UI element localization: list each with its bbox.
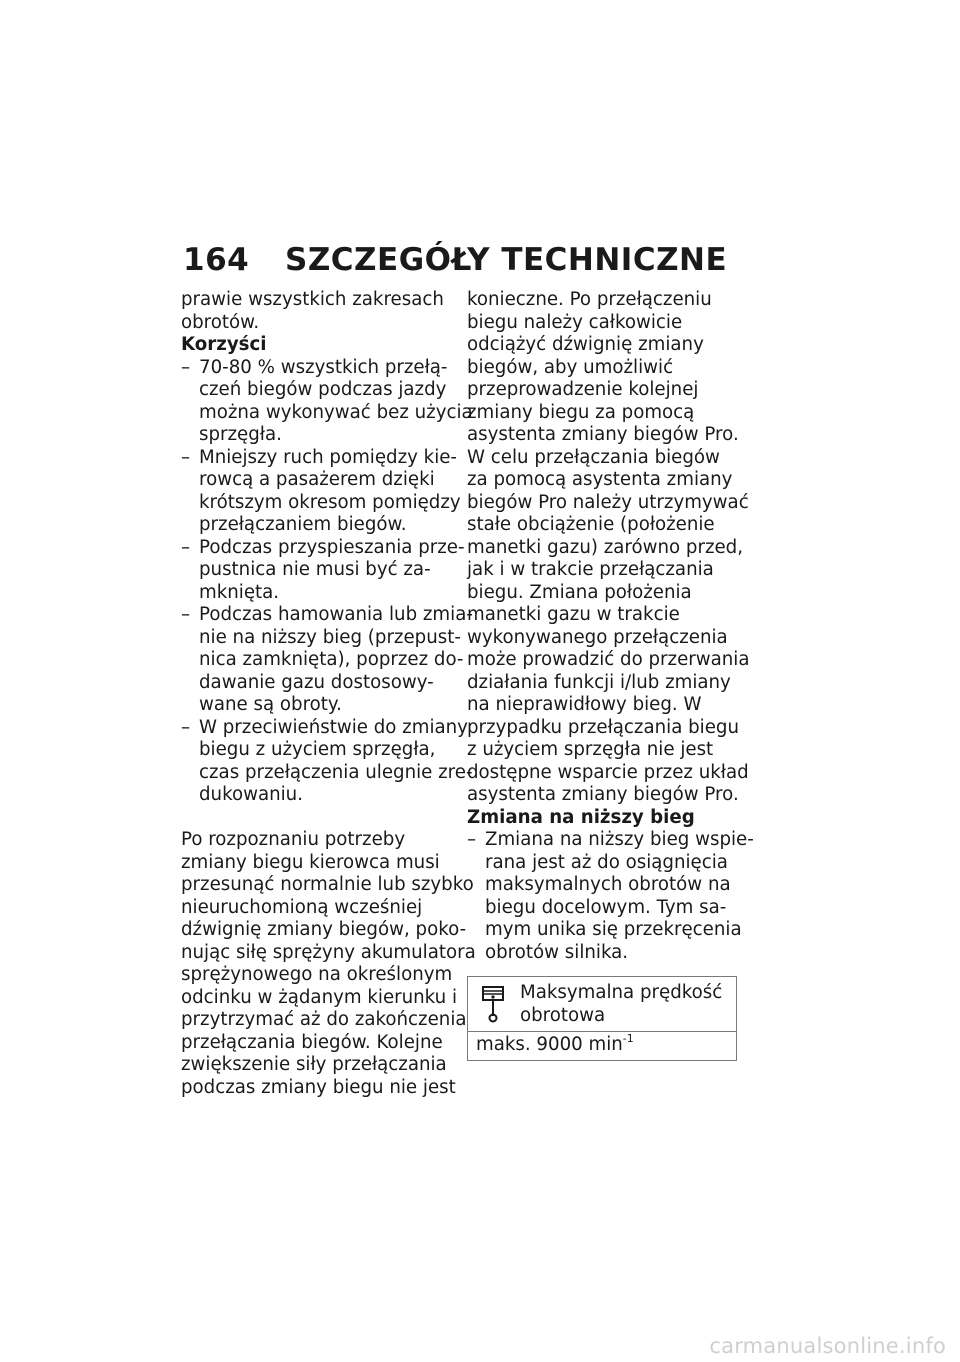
- list-item: – 70-80 % wszystkich przełą- czeń biegów podczas jazdy można wykonywać bez użycia sprzęgła.: [181, 356, 473, 445]
- list-dash: –: [181, 536, 191, 558]
- section-title: SZCZEGÓŁY TECHNICZNE: [285, 242, 728, 278]
- unit-exponent: -1: [622, 1032, 634, 1045]
- list-item: – Zmiana na niższy bieg wspie- rana jest aż do osiągnięcia maksymalnych obrotów na biegu docelowym. Tym sa- mym unika się przekręcenia obrotów silnika.: [467, 829, 754, 963]
- spec-table: [467, 976, 737, 1061]
- benefits-list: [181, 356, 473, 807]
- list-item: – Podczas hamowania lub zmia- nie na niższy bieg (przepust- nica zamknięta), poprzez do- dawanie gazu dostosowy- wane są obroty.: [181, 604, 473, 715]
- list-item: – W przeciwieństwie do zmiany biegu z użyciem sprzęgła, czas przełączenia ulegnie zre- dukowaniu.: [181, 716, 473, 805]
- list-item: – Podczas przyspieszania prze- pustnica nie musi być za- mknięta.: [181, 536, 465, 603]
- list-item: – Mniejszy ruch pomiędzy kie- rowcą a pasażerem dzięki krótszym okresom pomiędzy przełączaniem biegów.: [181, 446, 461, 535]
- body-paragraph-continued: konieczne. Po przełączeniu biegu należy całkowicie odciążyć dźwignię zmiany biegów, aby umożliwić przeprowadzenie kolejnej zmiany biegu za pomocą asystenta zmiany biegów Pro. W celu przełączania biegów za pomocą asystenta zmiany biegów Pro należy utrzymywać stałe obciążenie (położenie manetki gazu) zarówno przed, jak i w trakcie przełączania biegu. Zmiana położenia manetki gazu w trakcie wykonywanego przełączenia może prowadzić do przerwania działania funkcji i/lub zmiany na nieprawidłowy bieg. W przypadku przełączania biegu z użyciem sprzęgła nie jest dostępne wsparcie przez układ asystenta zmiany biegów Pro.: [467, 289, 750, 805]
- benefits-heading: Korzyści: [181, 334, 267, 355]
- downshift-list: [467, 829, 754, 964]
- spec-label: Maksymalna prędkość obrotowa: [520, 982, 723, 1026]
- right-column: [467, 289, 754, 1061]
- intro-paragraph: prawie wszystkich zakresach obrotów.: [181, 289, 444, 333]
- list-dash: –: [181, 446, 191, 468]
- watermark: carmanualsonline.info: [709, 1334, 946, 1358]
- spec-table-header: [468, 977, 736, 1032]
- list-dash: –: [181, 356, 191, 378]
- list-dash: –: [181, 716, 191, 738]
- left-column: [181, 289, 476, 1099]
- body-paragraph: Po rozpoznaniu potrzeby zmiany biegu kierowca musi przesunąć normalnie lub szybko nieuruchomioną wcześniej dźwignię zmiany biegów, poko- nując siłę sprężyny akumulatora sprężynowego na określonym odcinku w żądanym kierunku i przytrzymać aż do zakończenia przełączania biegów. Kolejne zwiększenie siły przełączania podczas zmiany biegu nie jest: [181, 829, 476, 1098]
- downshift-heading: Zmiana na niższy bieg: [467, 806, 695, 828]
- list-dash: –: [181, 604, 191, 625]
- page-header: [183, 242, 727, 278]
- page-number: 164: [183, 242, 250, 278]
- spec-value: maks. 9000 $\min^{-1}$: [476, 1032, 634, 1055]
- list-dash: –: [467, 829, 477, 850]
- piston-icon: [478, 984, 508, 1024]
